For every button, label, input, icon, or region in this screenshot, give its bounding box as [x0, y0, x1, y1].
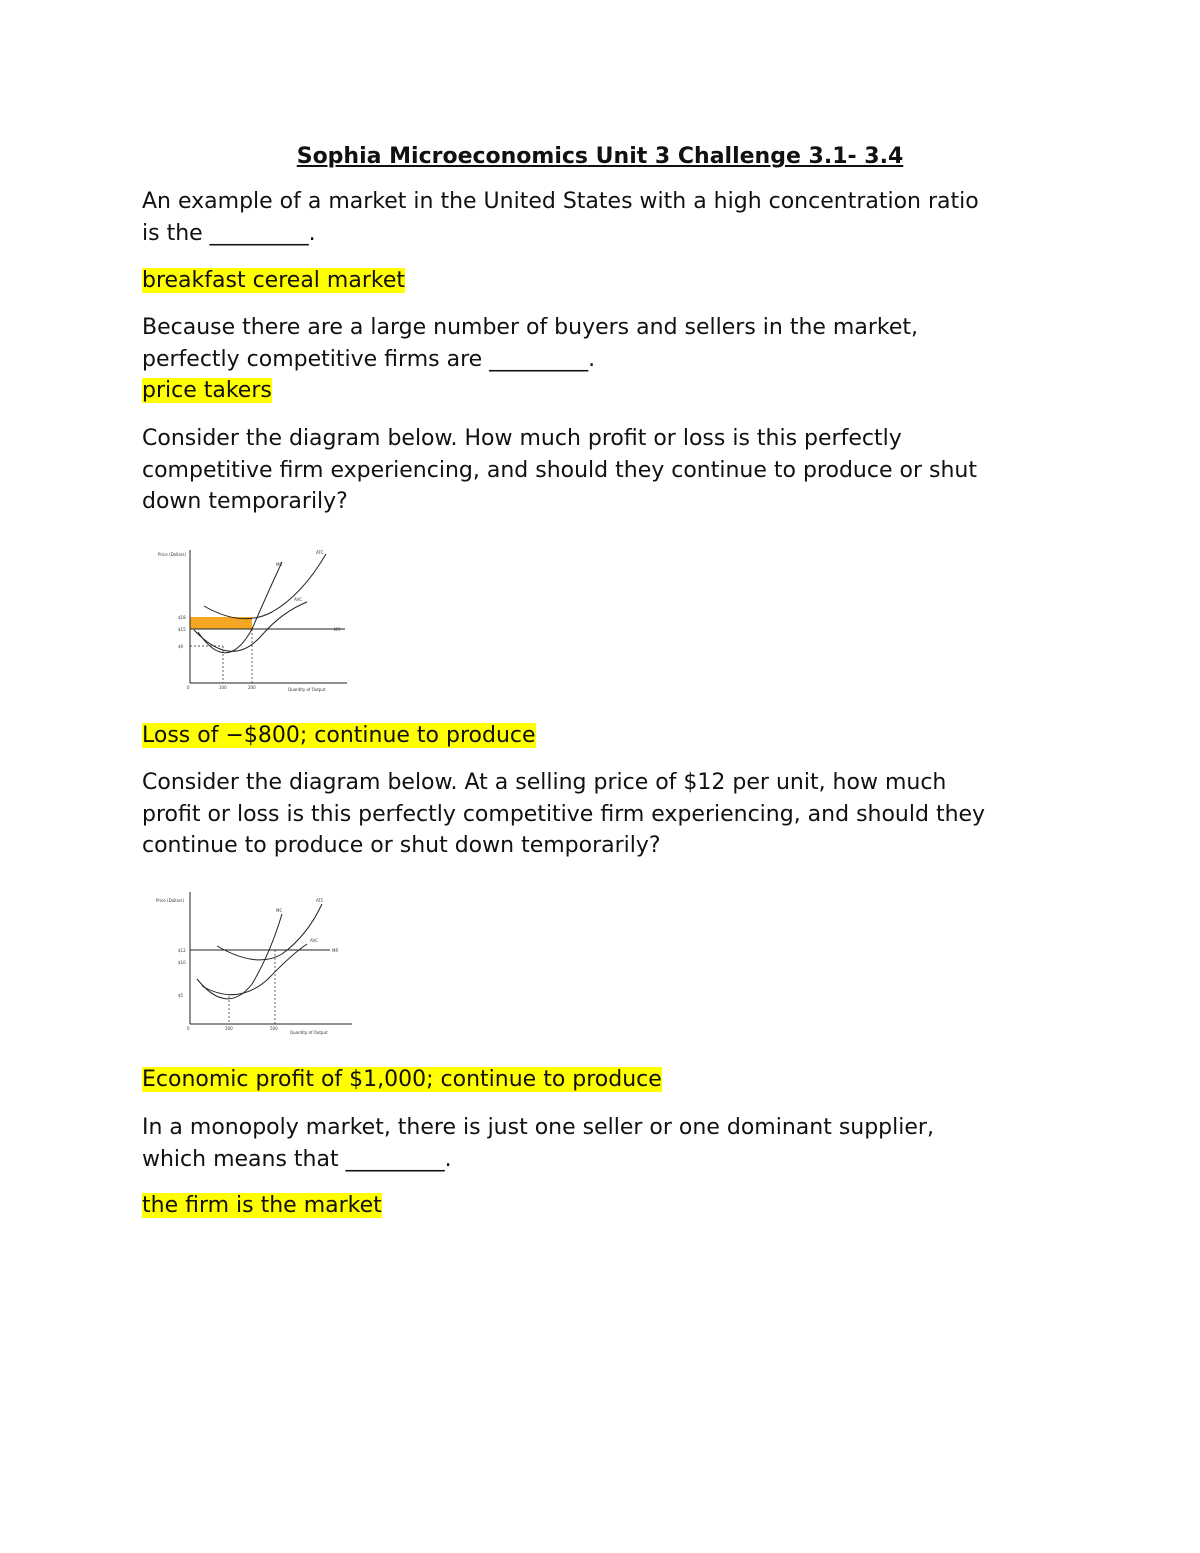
- x-axis-label: Quantity of Output: [288, 687, 326, 692]
- page-title: Sophia Microeconomics Unit 3 Challenge 3.1- 3.4: [296, 144, 904, 169]
- question-1-line-2: is the _________.: [142, 220, 316, 246]
- x-axis-label: Quantity of Output: [290, 1030, 328, 1035]
- cost-curves-chart-2: [142, 884, 362, 1044]
- mr-label: MR: [334, 627, 341, 632]
- question-5-line-2: which means that _________.: [142, 1146, 452, 1172]
- question-1: [142, 186, 1062, 249]
- mr-label: MR: [332, 948, 339, 953]
- question-4-line-3: continue to produce or shut down temporarily?: [142, 833, 661, 858]
- answer-3-highlight: Loss of −$800; continue to produce: [142, 723, 536, 748]
- mc-curve: [198, 562, 282, 653]
- atc-label: ATC: [316, 550, 324, 555]
- question-3: [142, 423, 1062, 518]
- question-4-line-2: profit or loss is this perfectly competitive firm experiencing, and should they: [142, 801, 986, 827]
- question-4: [142, 767, 1062, 862]
- mc-label: MC: [276, 562, 283, 567]
- x-tick-100: 100: [225, 1026, 233, 1031]
- price-tick-12: $12: [178, 948, 186, 953]
- price-tick-10: $10: [178, 960, 186, 965]
- answer-5: [142, 1190, 1062, 1222]
- atc-curve: [217, 904, 322, 960]
- price-tick-9: $9: [178, 644, 184, 649]
- price-tick-15: $15: [178, 627, 186, 632]
- question-2-line-1: Because there are a large number of buyers and sellers in the market,: [142, 315, 918, 340]
- answer-4-highlight: Economic profit of $1,000; continue to produce: [142, 1067, 662, 1092]
- price-tick-18: $18: [178, 615, 186, 620]
- mc-label: MC: [276, 908, 283, 913]
- price-tick-5: $5: [178, 993, 184, 998]
- cost-curves-chart-1: [142, 540, 362, 700]
- question-2: [142, 312, 1062, 407]
- avc-label: AVC: [294, 597, 303, 602]
- answer-3: [142, 720, 1062, 752]
- origin-label: 0: [187, 1026, 190, 1031]
- figure-loss-diagram: [142, 540, 362, 700]
- question-3-line-3: down temporarily?: [142, 489, 348, 514]
- atc-curve: [204, 554, 326, 619]
- y-axis-label: Price (Dollars): [158, 552, 187, 557]
- origin-label: 0: [187, 685, 190, 690]
- answer-2-highlight: price takers: [142, 378, 272, 403]
- question-3-line-1: Consider the diagram below. How much profit or loss is this perfectly: [142, 426, 902, 451]
- avc-label: AVC: [310, 938, 319, 943]
- answer-1-highlight: breakfast cereal market: [142, 268, 405, 293]
- y-axis-label: Price (Dollars): [156, 898, 185, 903]
- atc-label: ATC: [316, 898, 324, 903]
- avc-curve: [202, 944, 307, 995]
- x-tick-500: 500: [270, 1026, 278, 1031]
- x-tick-200: 200: [248, 685, 256, 690]
- question-4-line-1: Consider the diagram below. At a selling price of $12 per unit, how much: [142, 770, 947, 795]
- question-1-line-1: An example of a market in the United States with a high concentration ratio: [142, 189, 979, 214]
- question-5-line-1: In a monopoly market, there is just one seller or one dominant supplier,: [142, 1115, 934, 1140]
- question-3-line-2: competitive firm experiencing, and should they continue to produce or shut: [142, 457, 977, 483]
- question-5: [142, 1112, 1062, 1175]
- answer-5-highlight: the firm is the market: [142, 1193, 382, 1218]
- answer-4: [142, 1064, 1062, 1096]
- answer-1: [142, 265, 1062, 297]
- figure-profit-diagram: [142, 884, 362, 1044]
- x-tick-100: 100: [219, 685, 227, 690]
- question-2-line-2: perfectly competitive firms are _________.: [142, 346, 596, 372]
